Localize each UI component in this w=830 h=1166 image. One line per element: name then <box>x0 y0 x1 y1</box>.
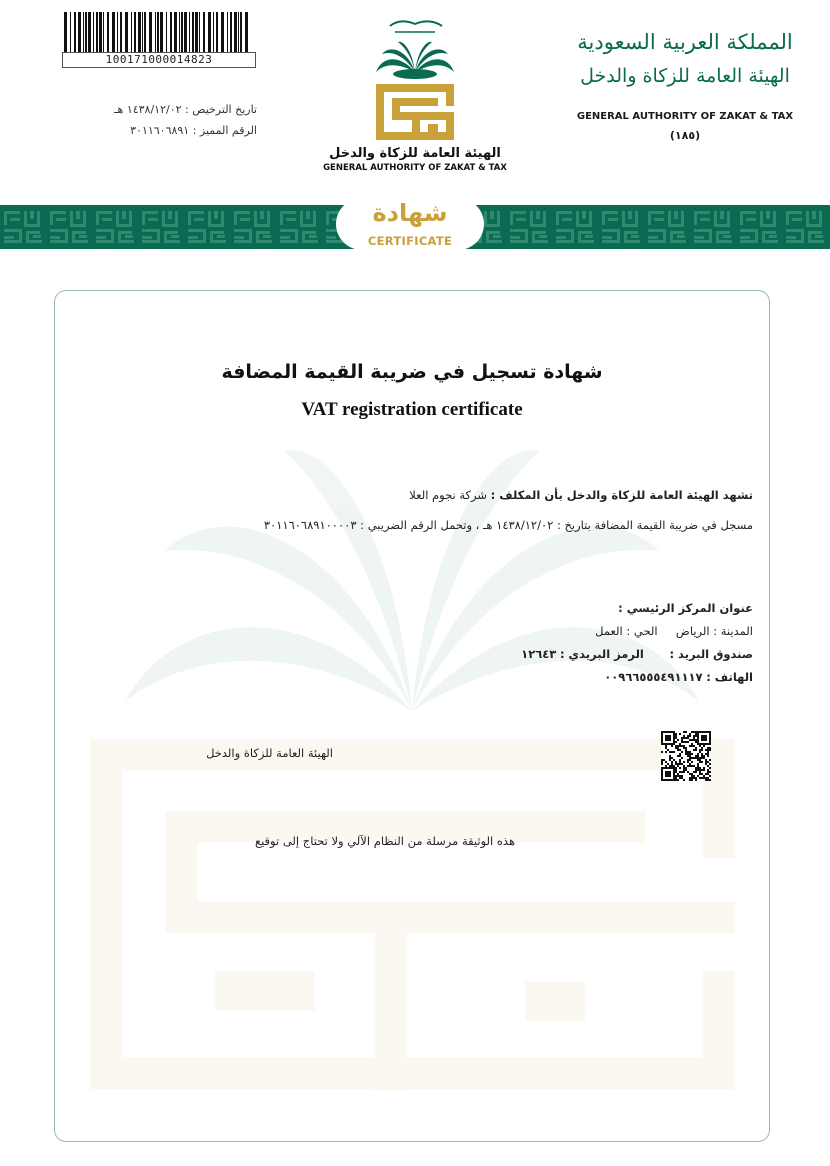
company-name: شركة نجوم العلا <box>409 488 488 502</box>
certificate-card <box>54 290 770 1142</box>
vat-title-english: VAT registration certificate <box>301 399 523 420</box>
phone-value: ٠٠٩٦٦٥٥٥٤٩١١١٧ <box>604 670 703 684</box>
center-logo-arabic: الهيئة العامة للزكاة والدخل <box>329 146 501 161</box>
barcode-number: 100171000014823 <box>62 52 256 68</box>
district-value: العمل <box>595 624 623 638</box>
authority-name-arabic: الهيئة العامة للزكاة والدخل <box>580 65 790 87</box>
qr-code-icon <box>661 731 711 781</box>
address-label: عنوان المركز الرئيسي : <box>618 601 753 615</box>
certify-line <box>409 488 753 502</box>
district-label: الحي : <box>626 624 658 638</box>
phone-line <box>604 670 753 684</box>
city-district-line <box>595 624 753 638</box>
license-date: تاريخ الترخيص : ١٤٣٨/١٢/٠٢ هـ <box>114 103 257 116</box>
city-value: الرياض <box>675 624 710 638</box>
postal-code-value: ١٢٦٤٣ <box>521 647 557 661</box>
po-box-label: صندوق البريد : <box>669 647 753 661</box>
form-number: (١٨٥) <box>669 129 701 142</box>
automated-note: هذه الوثيقة مرسلة من النظام الآلي ولا تحتاج إلى توقيع <box>254 834 516 848</box>
city-label: المدينة : <box>713 624 753 638</box>
zakat-logo-icon <box>360 14 470 144</box>
authority-name-english: GENERAL AUTHORITY OF ZAKAT & TAX <box>576 111 794 122</box>
issuer-name: الهيئة العامة للزكاة والدخل <box>206 746 333 760</box>
unique-number: الرقم المميز : ٣٠١١٦٠٦٨٩١ <box>130 124 257 137</box>
center-logo-english: GENERAL AUTHORITY OF ZAKAT & TAX <box>323 163 507 173</box>
postal-code-label: الرمز البريدي : <box>559 647 644 661</box>
certify-label: تشهد الهيئة العامة للزكاة والدخل بأن المكلف : <box>490 488 753 502</box>
registration-line: مسجل في ضريبة القيمة المضافة بتاريخ : ١٤٣٨/١٢/٠٢ هـ ، وتحمل الرقم الضريبي : ٣٠١١٦٠٦٨٩١٠٠٠٠٣ <box>263 518 753 532</box>
certificate-title-english: CERTIFICATE <box>367 234 453 248</box>
certificate-title-arabic: شهادة <box>372 199 448 227</box>
kingdom-name: المملكة العربية السعودية <box>577 30 793 54</box>
postal-line <box>521 647 753 661</box>
vat-title-arabic: شهادة تسجيل في ضريبة القيمة المضافة <box>221 361 603 383</box>
phone-label: الهاتف : <box>706 670 753 684</box>
